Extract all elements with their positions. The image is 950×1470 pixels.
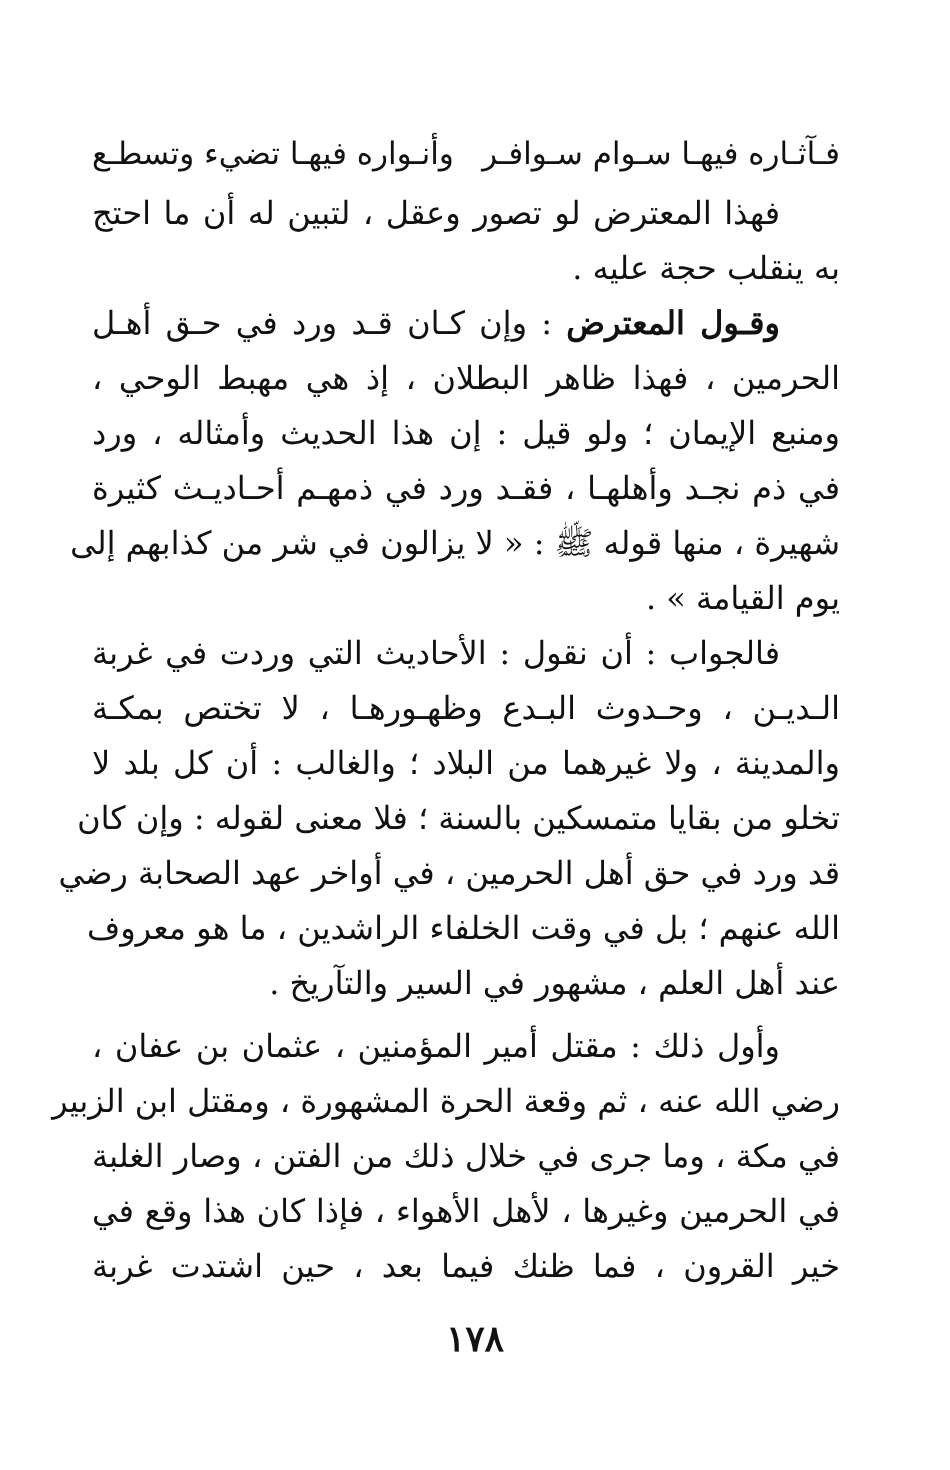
poetry-verse — [92, 128, 840, 186]
page-number: ١٧٨ — [445, 1318, 504, 1360]
verse-first-hemistich: فـآثـاره فيهـا سـوام سـوافـر — [482, 136, 840, 172]
paragraph-4 — [52, 1019, 840, 1294]
text-line: في الحرمين وغيرها ، لأهل الأهواء ، فإذا كان هذا وقع في — [92, 1192, 840, 1230]
text-line: فالجواب : أن نقول : الأحاديث التي وردت في غربة — [92, 634, 780, 672]
paragraph-2 — [70, 296, 840, 626]
text-line: في ذم نجـد وأهلهـا ، فقـد ورد في ذمهـم أحـاديـث كثيرة — [92, 469, 840, 507]
text-line: والمدينة ، ولا غيرهما من البلاد ؛ والغالب : أن كل بلد لا — [92, 744, 840, 782]
objector-quote-lead: وقـول المعترض — [566, 304, 780, 342]
page-body — [52, 128, 840, 1294]
text-line — [92, 296, 840, 351]
paragraph-3 — [58, 626, 840, 1011]
text-line: الله عنهم ؛ بل في وقت الخلفاء الراشدين ، ما هو معروف — [87, 909, 840, 947]
text-line: عند أهل العلم ، مشهور في السير والتآريخ . — [269, 964, 840, 1002]
text-line: في مكة ، وما جرى في خلال ذلك من الفتن ، وصار الغلبة — [92, 1137, 840, 1175]
text-line: قد ورد في حق أهل الحرمين ، في أواخر عهد الصحابة رضي — [58, 854, 840, 892]
text-line: تخلو من بقايا متمسكين بالسنة ؛ فلا معنى لقوله : وإن كان — [77, 799, 840, 837]
text-line: رضي الله عنه ، ثم وقعة الحرة المشهورة ، ومقتل ابن الزبير — [52, 1082, 840, 1120]
text-line: فهذا المعترض لو تصور وعقل ، لتبين له أن ما احتج — [92, 194, 780, 232]
text-line: الحرمين ، فهذا ظاهر البطلان ، إذ هي مهبط الوحي ، — [92, 359, 840, 397]
paragraph-1 — [92, 186, 840, 296]
text-line: خير القرون ، فما ظنك فيما بعد ، حين اشتدت غربة — [92, 1247, 840, 1285]
text-span: : وإن كـان قـد ورد في حـق أهـل — [92, 304, 567, 342]
text-line: ومنبع الإيمان ؛ ولو قيل : إن هذا الحديث وأمثاله ، ورد — [92, 414, 840, 452]
text-line: يوم القيامة » . — [645, 579, 840, 617]
verse-second-hemistich: وأنـواره فيهـا تضيء وتسطـع — [92, 136, 454, 172]
text-line: به ينقلب حجة عليه . — [572, 249, 840, 287]
text-line: وأول ذلك : مقتل أمير المؤمنين ، عثمان بن عفان ، — [92, 1027, 781, 1065]
text-line: الـديـن ، وحـدوث البـدع وظهـورهـا ، لا تختص بمكـة — [92, 689, 840, 727]
text-line: شهيرة ، منها قوله ﷺ : « لا يزالون في شر من كذابهم إلى — [70, 524, 840, 562]
